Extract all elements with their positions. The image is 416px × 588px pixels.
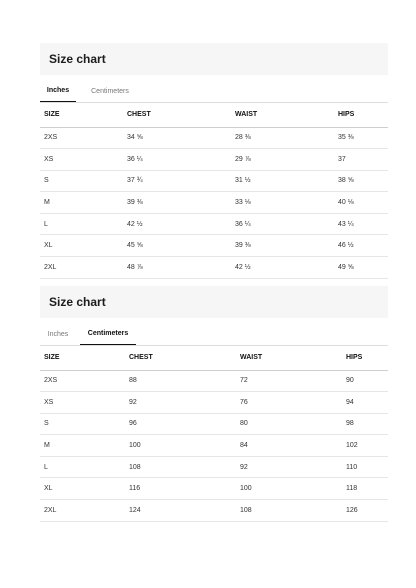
table-row bbox=[40, 478, 388, 500]
size-cell: S bbox=[40, 170, 123, 192]
waist-cell: 29 ⅞ bbox=[231, 149, 334, 171]
unit-tabs bbox=[40, 81, 388, 103]
hips-cell: 90 bbox=[342, 370, 388, 392]
table-row bbox=[40, 456, 388, 478]
chest-cell: 36 ¼ bbox=[123, 149, 231, 171]
table-row bbox=[40, 149, 388, 171]
size-table bbox=[40, 346, 388, 522]
waist-cell: 28 ⅜ bbox=[231, 127, 334, 149]
tab-inches[interactable]: Inches bbox=[47, 330, 69, 338]
waist-cell: 84 bbox=[236, 435, 342, 457]
waist-cell: 33 ⅛ bbox=[231, 192, 334, 214]
column-header-chest: CHEST bbox=[123, 103, 231, 127]
size-cell: 2XL bbox=[40, 500, 125, 522]
size-cell: M bbox=[40, 435, 125, 457]
table-row bbox=[40, 413, 388, 435]
hips-cell: 43 ¼ bbox=[334, 213, 388, 235]
size-chart-title: Size chart bbox=[49, 52, 106, 66]
chest-cell: 100 bbox=[125, 435, 236, 457]
table-row bbox=[40, 392, 388, 414]
table-row bbox=[40, 370, 388, 392]
table-row bbox=[40, 257, 388, 279]
column-header-size: SIZE bbox=[40, 103, 123, 127]
hips-cell: 35 ⅜ bbox=[334, 127, 388, 149]
hips-cell: 46 ½ bbox=[334, 235, 388, 257]
chest-cell: 39 ⅜ bbox=[123, 192, 231, 214]
size-cell: 2XS bbox=[40, 370, 125, 392]
column-header-waist: WAIST bbox=[231, 103, 334, 127]
column-header-waist: WAIST bbox=[236, 346, 342, 370]
column-header-chest: CHEST bbox=[125, 346, 236, 370]
chest-cell: 108 bbox=[125, 456, 236, 478]
chest-cell: 124 bbox=[125, 500, 236, 522]
hips-cell: 110 bbox=[342, 456, 388, 478]
size-chart-header bbox=[40, 286, 388, 318]
chest-cell: 45 ⅝ bbox=[123, 235, 231, 257]
table-row bbox=[40, 127, 388, 149]
size-chart-centimeters-panel bbox=[40, 286, 388, 522]
chest-cell: 34 ⅝ bbox=[123, 127, 231, 149]
tab-centimeters[interactable]: Centimeters bbox=[91, 87, 129, 95]
size-cell: XL bbox=[40, 235, 123, 257]
hips-cell: 102 bbox=[342, 435, 388, 457]
table-row bbox=[40, 500, 388, 522]
size-cell: XS bbox=[40, 149, 123, 171]
chest-cell: 92 bbox=[125, 392, 236, 414]
waist-cell: 31 ½ bbox=[231, 170, 334, 192]
column-header-hips: HIPS bbox=[334, 103, 388, 127]
size-chart-inches-panel bbox=[40, 43, 388, 279]
chest-cell: 37 ¾ bbox=[123, 170, 231, 192]
size-chart-title: Size chart bbox=[49, 295, 106, 309]
size-chart-header bbox=[40, 43, 388, 75]
chest-cell: 42 ½ bbox=[123, 213, 231, 235]
table-row bbox=[40, 435, 388, 457]
hips-cell: 49 ⅝ bbox=[334, 257, 388, 279]
waist-cell: 39 ⅜ bbox=[231, 235, 334, 257]
chest-cell: 96 bbox=[125, 413, 236, 435]
size-table bbox=[40, 103, 388, 279]
hips-cell: 37 bbox=[334, 149, 388, 171]
chest-cell: 116 bbox=[125, 478, 236, 500]
table-row bbox=[40, 235, 388, 257]
size-cell: 2XL bbox=[40, 257, 123, 279]
size-cell: 2XS bbox=[40, 127, 123, 149]
waist-cell: 80 bbox=[236, 413, 342, 435]
hips-cell: 98 bbox=[342, 413, 388, 435]
tab-centimeters[interactable]: Centimeters bbox=[80, 323, 136, 345]
tab-inches[interactable]: Inches bbox=[40, 80, 76, 102]
hips-cell: 38 ⅝ bbox=[334, 170, 388, 192]
unit-tabs bbox=[40, 324, 388, 346]
column-header-hips: HIPS bbox=[342, 346, 388, 370]
size-cell: XL bbox=[40, 478, 125, 500]
waist-cell: 108 bbox=[236, 500, 342, 522]
column-header-size: SIZE bbox=[40, 346, 125, 370]
waist-cell: 42 ½ bbox=[231, 257, 334, 279]
waist-cell: 36 ¼ bbox=[231, 213, 334, 235]
waist-cell: 72 bbox=[236, 370, 342, 392]
table-row bbox=[40, 170, 388, 192]
size-cell: L bbox=[40, 213, 123, 235]
waist-cell: 76 bbox=[236, 392, 342, 414]
table-header-row bbox=[40, 103, 388, 127]
hips-cell: 118 bbox=[342, 478, 388, 500]
size-cell: S bbox=[40, 413, 125, 435]
size-cell: M bbox=[40, 192, 123, 214]
size-cell: XS bbox=[40, 392, 125, 414]
waist-cell: 92 bbox=[236, 456, 342, 478]
hips-cell: 126 bbox=[342, 500, 388, 522]
hips-cell: 94 bbox=[342, 392, 388, 414]
table-row bbox=[40, 192, 388, 214]
waist-cell: 100 bbox=[236, 478, 342, 500]
chest-cell: 48 ⅞ bbox=[123, 257, 231, 279]
size-cell: L bbox=[40, 456, 125, 478]
hips-cell: 40 ⅛ bbox=[334, 192, 388, 214]
table-row bbox=[40, 213, 388, 235]
chest-cell: 88 bbox=[125, 370, 236, 392]
table-header-row bbox=[40, 346, 388, 370]
